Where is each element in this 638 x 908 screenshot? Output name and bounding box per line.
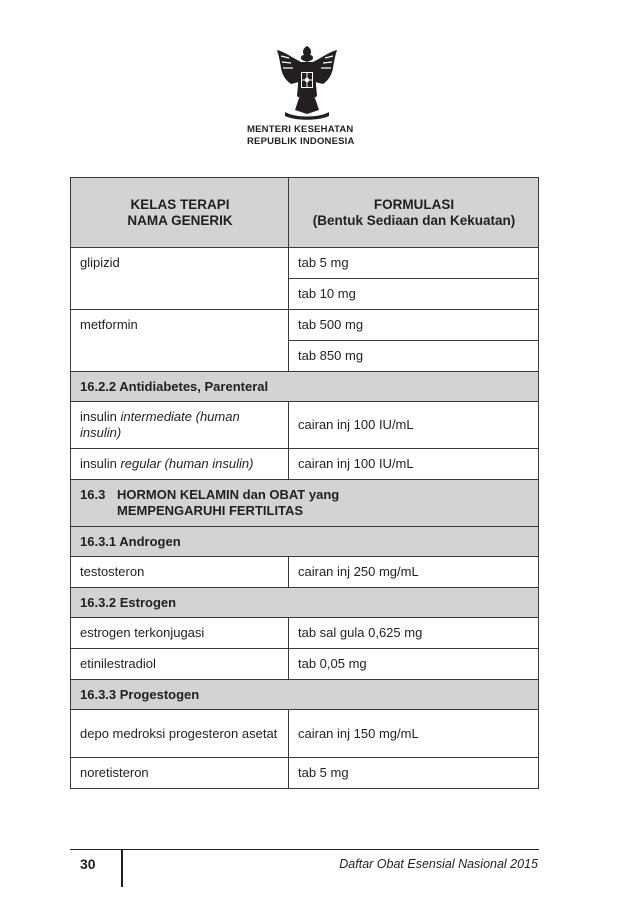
section-row [71,588,539,618]
footer-title: Daftar Obat Esensial Nasional 2015 [339,857,538,871]
ministry-label [247,124,407,148]
drug-name-empty [71,341,289,372]
table-row [71,649,539,680]
col2-header-line1: FORMULASI [373,196,455,212]
table-row [71,310,539,341]
footer-divider [70,849,539,850]
col1-header-line2: NAMA GENERIK [127,212,233,228]
drug-name: etinilestradiol [71,649,289,680]
section-row [71,680,539,710]
table-row [71,449,539,480]
section-16-3-2: 16.3.2 Estrogen [71,588,539,618]
section-row [71,480,539,527]
drug-name: testosteron [71,557,289,588]
drug-name: noretisteron [71,758,289,789]
drug-name-italic: intermediate (human insulin) [80,409,240,440]
drug-formulation: tab 0,05 mg [289,649,539,680]
drug-name-italic: regular (human insulin) [120,456,254,471]
section-row [71,527,539,557]
section-16-3-wrap [80,487,530,519]
section-16-3 [71,480,539,527]
section-16-3-3: 16.3.3 Progestogen [71,680,539,710]
col2-header-line2: (Bentuk Sediaan dan Kekuatan) [312,212,516,228]
drug-name: glipizid [71,248,289,279]
drug-name-prefix: insulin [80,409,121,424]
drug-name: metformin [71,310,289,341]
section-16-2-2: 16.2.2 Antidiabetes, Parenteral [71,372,539,402]
ministry-line-1: MENTERI KESEHATAN [247,124,354,135]
drug-formulation: cairan inj 150 mg/mL [289,710,539,758]
drug-formulation: tab 5 mg [289,248,539,279]
section-number: 16.3 [80,487,106,502]
drug-table [70,177,539,789]
table-row [71,557,539,588]
drug-formulation: tab sal gula 0,625 mg [289,618,539,649]
table-row [71,758,539,789]
table-row [71,341,539,372]
drug-formulation: tab 10 mg [289,279,539,310]
drug-formulation: tab 500 mg [289,310,539,341]
ministry-line-2: REPUBLIK INDONESIA [247,136,355,147]
section-row [71,372,539,402]
drug-name [71,402,289,449]
col-header-formulasi [289,178,539,248]
drug-name: estrogen terkonjugasi [71,618,289,649]
table-row [71,402,539,449]
drug-formulation: cairan inj 100 IU/mL [289,402,539,449]
footer-vertical-divider [121,849,123,887]
drug-formulation: cairan inj 100 IU/mL [289,449,539,480]
table-header-row [71,178,539,248]
drug-name-empty [71,279,289,310]
drug-name: depo medroksi progesteron asetat [71,710,289,758]
drug-formulation: tab 850 mg [289,341,539,372]
table-row [71,248,539,279]
section-16-3-1: 16.3.1 Androgen [71,527,539,557]
page-number: 30 [80,856,96,872]
drug-formulation: tab 5 mg [289,758,539,789]
table-row [71,710,539,758]
col1-header-line1: KELAS TERAPI [130,196,230,212]
garuda-emblem-icon [267,42,347,122]
drug-formulation: cairan inj 250 mg/mL [289,557,539,588]
col-header-kelas-terapi [71,178,289,248]
section-title: HORMON KELAMIN dan OBAT yang MEMPENGARUHI FERTILITAS [117,487,340,518]
drug-name-prefix: insulin [80,456,121,471]
table-row [71,279,539,310]
table-row [71,618,539,649]
drug-name [71,449,289,480]
